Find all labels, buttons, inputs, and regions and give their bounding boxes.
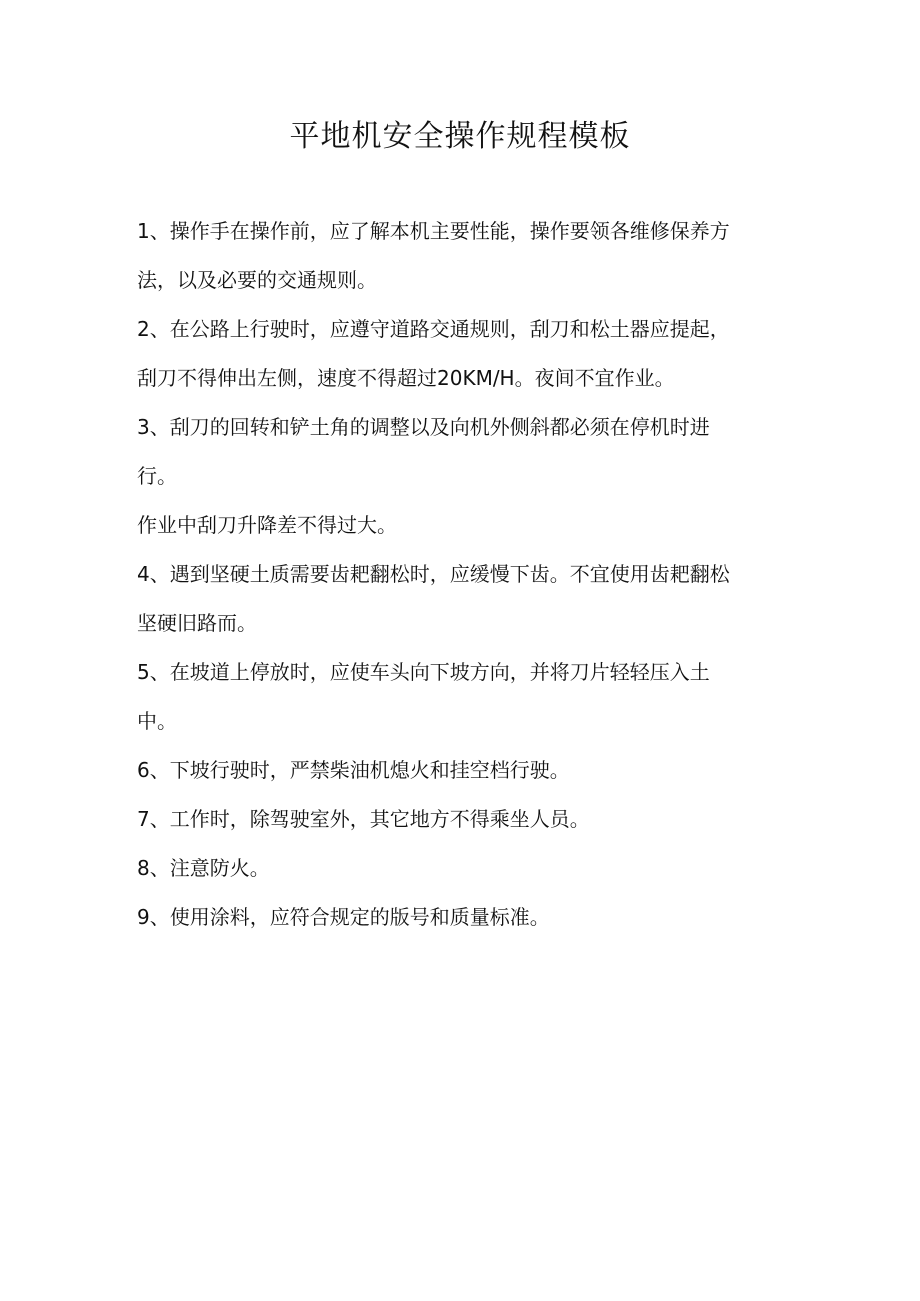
text-line: 7、工作时，除驾驶室外，其它地方不得乘坐人员。 (137, 807, 590, 831)
text-line: 法，以及必要的交通规则。 (137, 268, 377, 292)
text-line: 行。 (137, 464, 177, 488)
text-line: 5、在坡道上停放时，应使车头向下坡方向，并将刀片轻轻压入土 (137, 660, 710, 684)
text-line: 4、遇到坚硬土质需要齿耙翻松时，应缓慢下齿。不宜使用齿耙翻松 (137, 562, 730, 586)
text-line: 刮刀不得伸出左侧，速度不得超过20KM/H。夜间不宜作业。 (137, 366, 675, 390)
text-line: 作业中刮刀升降差不得过大。 (137, 513, 397, 537)
text-line: 6、下坡行驶时，严禁柴油机熄火和挂空档行驶。 (137, 758, 570, 782)
text-line: 3、刮刀的回转和铲土角的调整以及向机外侧斜都必须在停机时进 (137, 415, 710, 439)
text-line: 2、在公路上行驶时，应遵守道路交通规则，刮刀和松土器应提起， (137, 317, 730, 341)
text-line: 8、注意防火。 (137, 856, 270, 880)
document-title: 平地机安全操作规程模板 (289, 119, 631, 154)
document-body (137, 207, 787, 942)
text-line: 9、使用涂料，应符合规定的版号和质量标准。 (137, 905, 550, 929)
text-line: 中。 (137, 709, 177, 733)
text-line: 1、操作手在操作前，应了解本机主要性能，操作要领各维修保养方 (137, 219, 730, 243)
text-line: 坚硬旧路而。 (137, 611, 257, 635)
